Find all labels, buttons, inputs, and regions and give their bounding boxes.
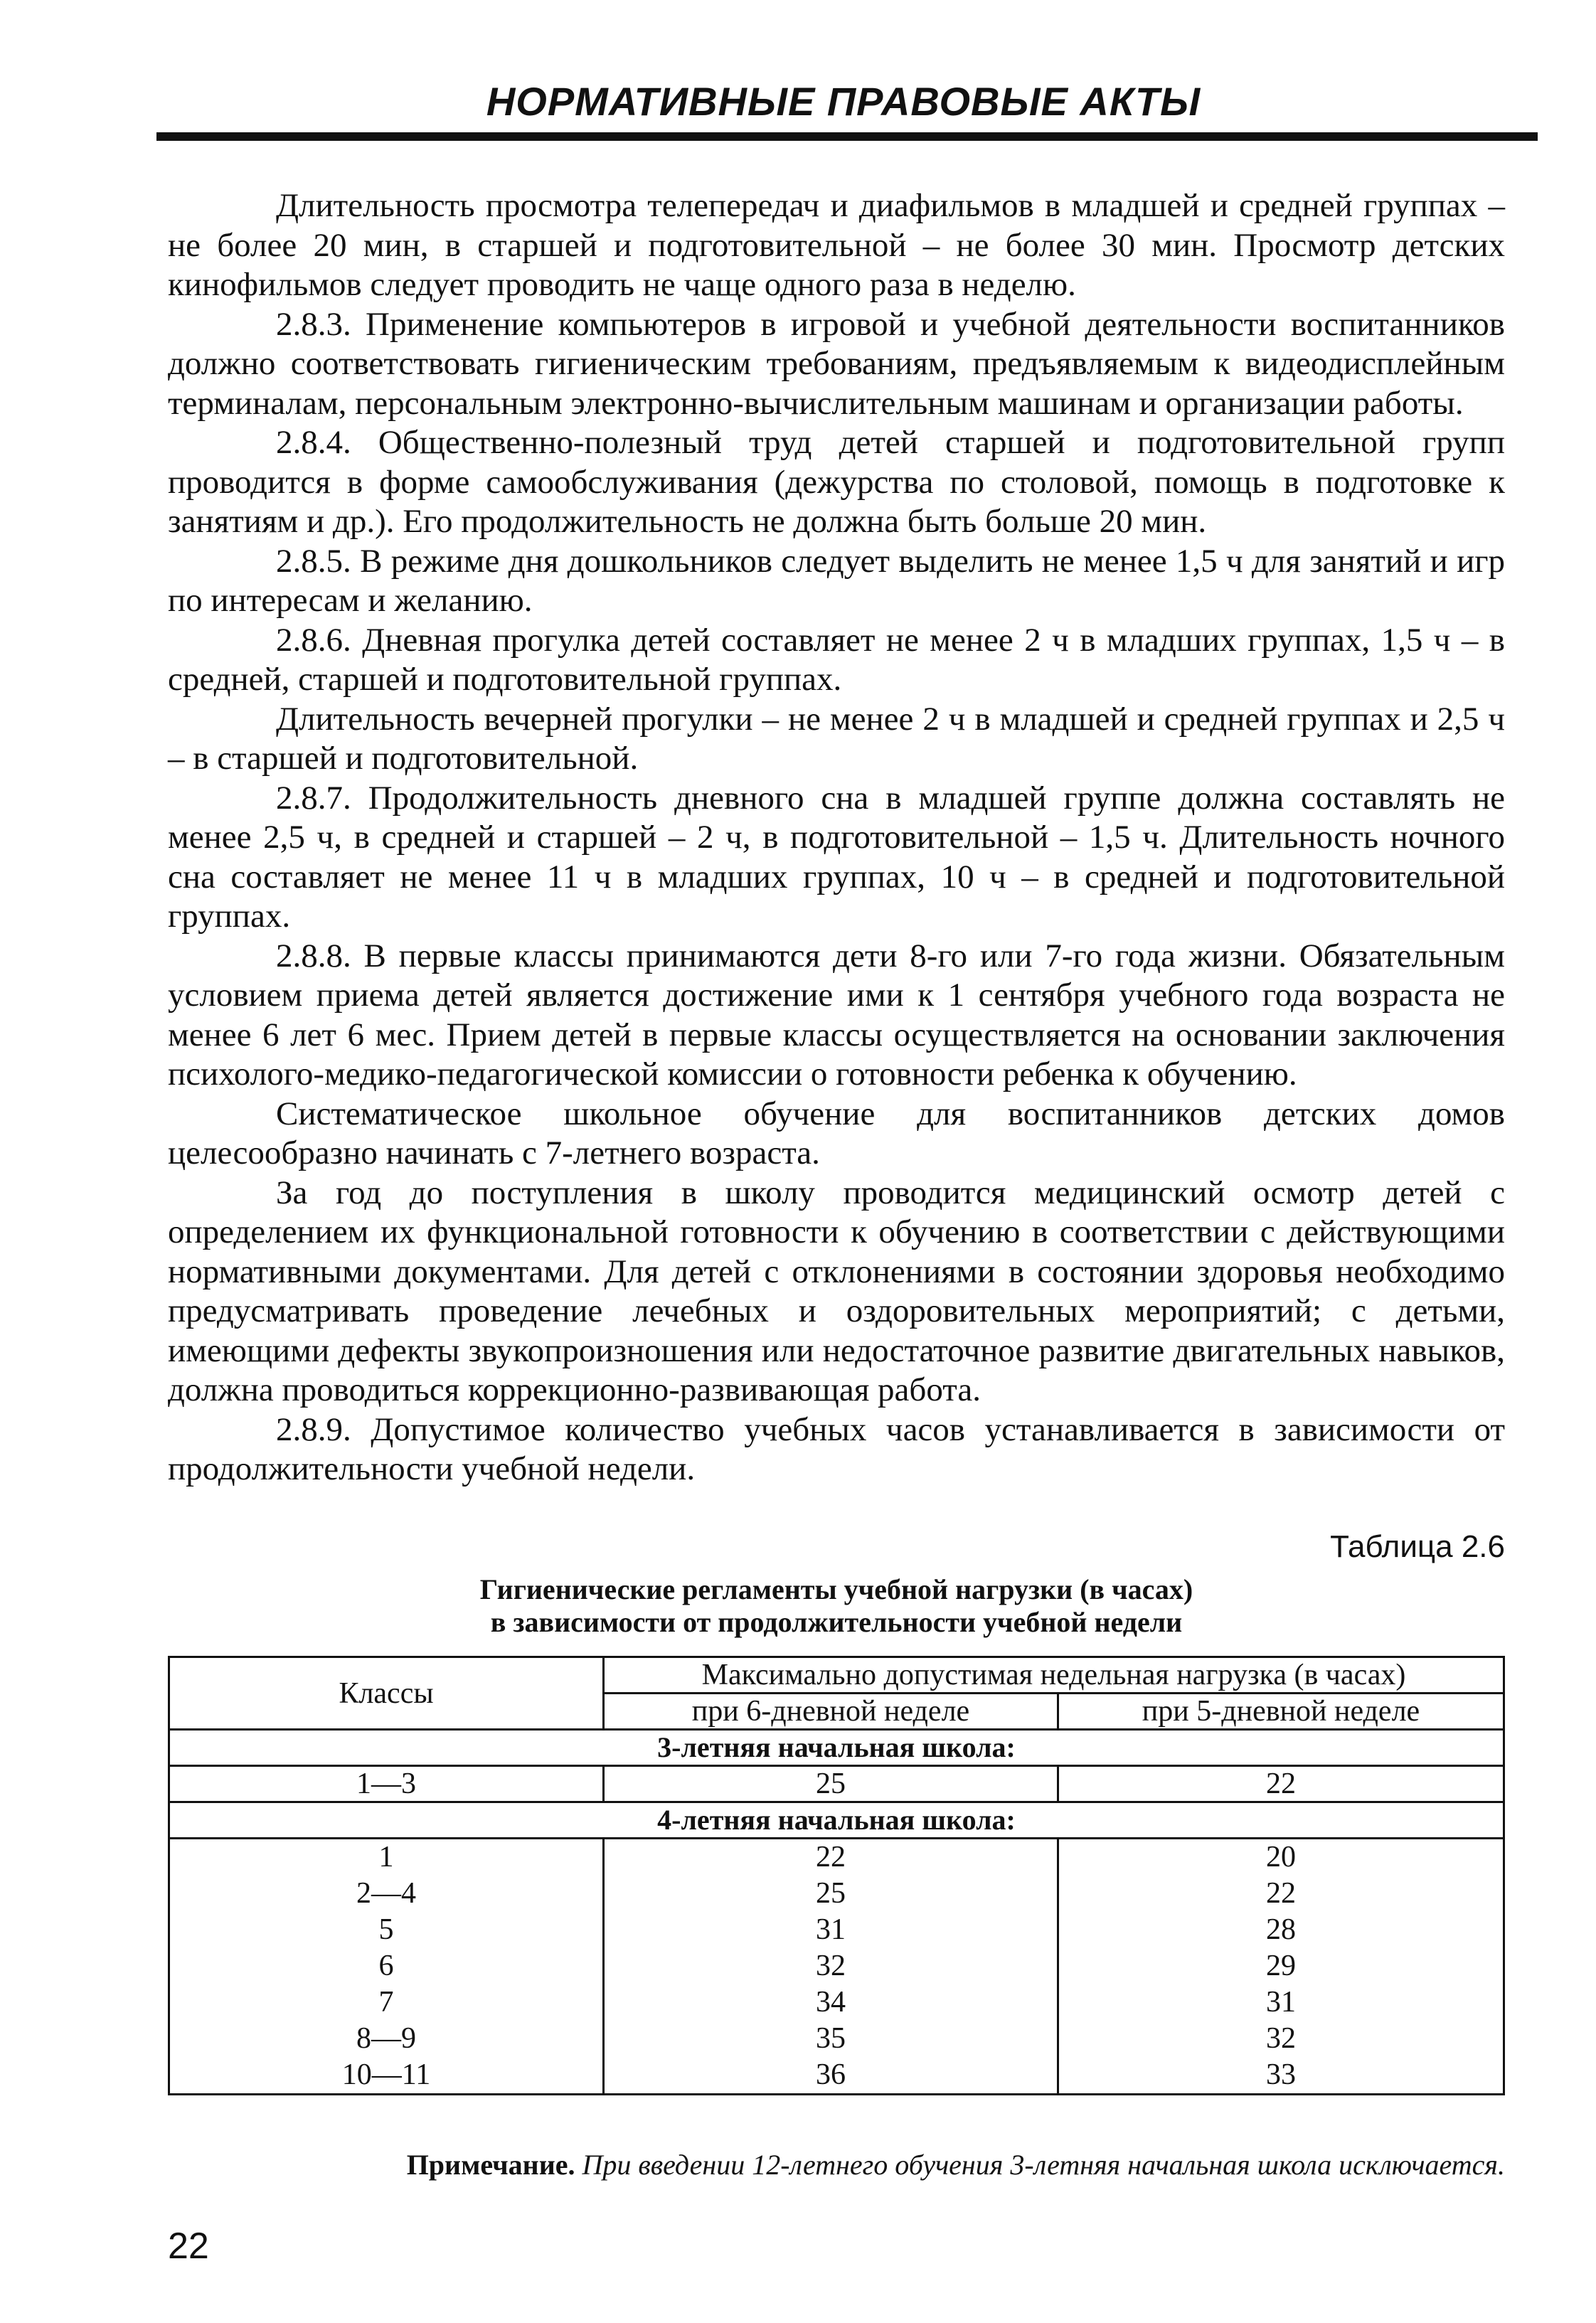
- paragraph: Длительность вечерней прогулки – не менее 2 ч в младшей и средней группах и 2,5 ч – в старшей и подготовительной.: [168, 700, 1505, 777]
- table-title-line: Гигиенические регламенты учебной нагрузки (в часах): [479, 1573, 1193, 1605]
- paragraph: Систематическое школьное обучение для воспитанников детских домов целесообразно начинать с 7-летнего возраста.: [168, 1095, 1505, 1171]
- running-header-title: НОРМАТИВНЫЕ ПРАВОВЫЕ АКТЫ: [486, 79, 1201, 124]
- load-regulation-table: [168, 1656, 1505, 2095]
- paragraph: 2.8.9. Допустимое количество учебных часов устанавливается в зависимости от продолжительности учебной недели.: [168, 1410, 1505, 1487]
- table-section-row: [169, 1730, 1504, 1766]
- table-caption: Таблица 2.6: [1330, 1529, 1505, 1564]
- section-3-year: 3-летняя начальная школа:: [169, 1730, 1504, 1766]
- cell-6day: 25: [604, 1766, 1058, 1802]
- header-5day: при 5-дневной неделе: [1058, 1694, 1504, 1730]
- paragraph: 2.8.3. Применение компьютеров в игровой и учебной деятельности воспитанников должно соответствовать гигиеническим требованиям, предъявляемым к видеодисплейным терминалам, персональным электронно-вычислительным машинам и организации работы.: [168, 305, 1505, 422]
- table-row: [169, 1839, 1504, 2095]
- header-max-load: Максимально допустимая недельная нагрузка (в часах): [604, 1657, 1504, 1694]
- paragraph: 2.8.6. Дневная прогулка детей составляет не менее 2 ч в младших группах, 1,5 ч – в средней, старшей и подготовительной группах.: [168, 621, 1505, 698]
- paragraph: 2.8.7. Продолжительность дневного сна в младшей группе должна составлять не менее 2,5 ч, в средней и старшей – 2 ч, в подготовительной – 1,5 ч. Длительность ночного сна составляет не менее 11 ч в младших группах, 10 ч – в средней и подготовительной группах.: [168, 779, 1505, 935]
- table-title-line: в зависимости от продолжительности учебной недели: [490, 1606, 1183, 1638]
- cell-classes: 1—3: [169, 1766, 604, 1802]
- paragraph: Длительность просмотра телепередач и диафильмов в младшей и средней группах – не более 20 мин, в старшей и подготовительной – не более 30 мин. Просмотр детских кинофильмов следует проводить не чаще одного раза в неделю.: [168, 187, 1505, 303]
- note-label: Примечание.: [406, 2149, 575, 2181]
- page-number: 22: [168, 2226, 209, 2267]
- table-title: [168, 1573, 1505, 1639]
- body-text: [168, 186, 1505, 1489]
- paragraph: 2.8.8. В первые классы принимаются дети 8-го или 7-го года жизни. Обязательным условием приема детей является достижение ими к 1 сентября учебного года возраста не менее 6 лет 6 мес. Прием детей в первые классы осуществляется на основании заключения психолого-медико-педагогической комиссии о готовности ребенка к обучению.: [168, 937, 1505, 1093]
- cell-6day-list: 22 25 31 32 34 35 36: [604, 1839, 1058, 2095]
- table-row: [169, 1766, 1504, 1802]
- header-rule: [156, 132, 1538, 141]
- cell-5day: 22: [1058, 1766, 1504, 1802]
- table-section-row: [169, 1802, 1504, 1839]
- header-classes: Классы: [169, 1657, 604, 1730]
- paragraph: За год до поступления в школу проводится медицинский осмотр детей с определением их функциональной готовности к обучению в соответствии с действующими нормативными документами. Для детей с отклонениями в состоянии здоровья необходимо предусматривать проведение лечебных и оздоровительных мероприятий; с детьми, имеющими дефекты звукопроизношения или недостаточное развитие двигательных навыков, должна проводиться коррекционно-развивающая работа.: [168, 1174, 1505, 1408]
- paragraph: 2.8.4. Общественно-полезный труд детей старшей и подготовительной групп проводится в форме самообслуживания (дежурства по столовой, помощь в подготовке к занятиям и др.). Его продолжительность не должна быть больше 20 мин.: [168, 424, 1505, 540]
- header-6day: при 6-дневной неделе: [604, 1694, 1058, 1730]
- table-header-row: [169, 1657, 1504, 1694]
- section-4-year: 4-летняя начальная школа:: [169, 1802, 1504, 1839]
- table-note: [168, 2148, 1505, 2181]
- paragraph: 2.8.5. В режиме дня дошкольников следует выделить не менее 1,5 ч для занятий и игр по интересам и желанию.: [168, 542, 1505, 619]
- cell-classes-list: 1 2—4 5 6 7 8—9 10—11: [169, 1839, 604, 2095]
- note-text: При введении 12-летнего обучения 3-летняя начальная школа исключается.: [575, 2149, 1505, 2181]
- cell-5day-list: 20 22 28 29 31 32 33: [1058, 1839, 1504, 2095]
